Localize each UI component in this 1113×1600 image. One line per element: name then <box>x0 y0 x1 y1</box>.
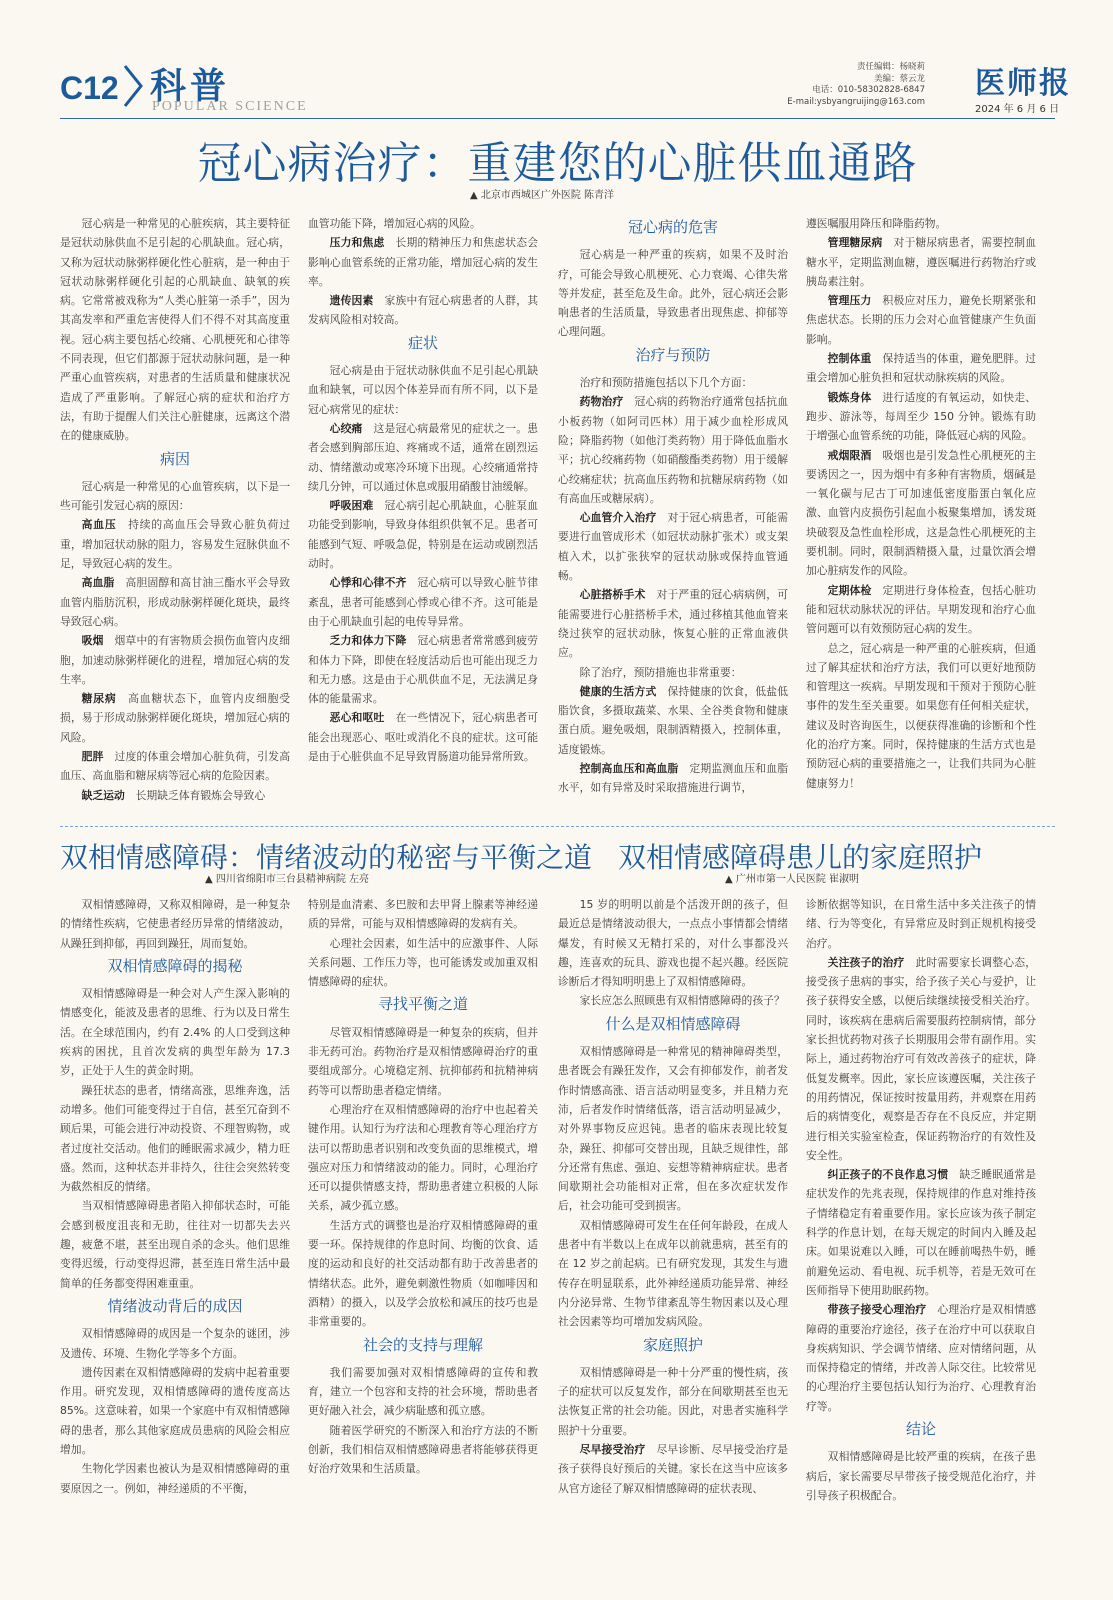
paragraph: 缺乏运动 长期缺乏体育锻炼会导致心 <box>81 788 266 802</box>
paragraph: 高血脂 高胆固醇和高甘油三酯水平会导致血管内脂肪沉积，形成动脉粥样硬化斑块，最终导致冠心病。 <box>60 576 291 628</box>
paragraph: 除了治疗，预防措施也非常重要： <box>579 665 742 679</box>
term: 戒烟限酒 <box>827 448 872 462</box>
paragraph: 纠正孩子的不良作息习惯 缺乏睡眠通常是症状发作的先兆表现，保持规律的作息对维持孩子情绪稳定有着重要作用。家长应该为孩子制定科学的作息计划，在每天规定的时间内入睡及起床。如果说难以入睡，可以在睡前喝热牛奶，睡前避免运动、看电视、玩手机等，若是无效可在医师指导下使用助眠药物。 <box>806 1168 1037 1297</box>
paragraph: 肥胖 过度的体重会增加心脏负荷，引发高血压、高血脂和糖尿病等冠心病的危险因素。 <box>60 750 291 783</box>
section-divider <box>60 826 1055 827</box>
term: 缺乏运动 <box>81 788 125 802</box>
paragraph: 血管功能下降，增加冠心病的风险。 <box>308 217 481 230</box>
paragraph: 心理治疗在双相情感障碍的治疗中也起着关键作用。认知行为疗法和心理教育等心理治疗方法可以帮助患者识别和改变负面的思维模式，增强应对压力和情绪波动的能力。同时，心理治疗还可以提供情感支持，帮助患者建立积极的人际关系，减少孤立感。 <box>308 1102 538 1213</box>
subheading: 双相情感障碍的揭秘 <box>107 956 243 975</box>
design-line: 美编：蔡云龙 <box>873 73 925 84</box>
subheading-cause: 病因 <box>159 449 190 468</box>
paragraph: 控制高血压和高血脂 定期监测血压和血脂水平，如有异常及时采取措施进行调节， <box>558 762 789 795</box>
paragraph: 吸烟 烟草中的有害物质会损伤血管内皮细胞，加速动脉粥样硬化的进程，增加冠心病的发生率。 <box>60 634 291 686</box>
paragraph: 当双相情感障碍患者陷入抑郁状态时，可能会感到极度沮丧和无助，往往对一切都失去兴趣，疲惫不堪，甚至出现自杀的念头。他们思维变得迟缓，行动变得迟滞，甚至连日常生活中最简单的任务都变得困难重重。 <box>60 1199 290 1290</box>
term: 恶心和呕吐 <box>329 711 385 725</box>
term: 纠正孩子的不良作息习惯 <box>827 1168 949 1182</box>
paragraph: 双相情感障碍，又称双相障碍，是一种复杂的情绪性疾病，它使患者经历异常的情绪波动，从躁狂到抑郁，再回到躁狂，周而复始。 <box>60 898 290 950</box>
paragraph: 关注孩子的治疗 此时需要家长调整心态，接受孩子患病的事实，给予孩子关心与爱护，让孩子获得安全感，以便后续继续接受相关治疗。同时，该疾病在患病后需要服药控制病情，部分家长担忧药物对孩子长期服用会带有副作用。实际上，通过药物治疗可有效改善孩子的症状，降低复发概率。因此，家长应该遵医嘱，关注孩子的用药情况，保证按时按量用药，并观察在用药后的病情变化，观察是否存在不良反应，并定期进行相关实验室检查，保证药物治疗的有效性及安全性。 <box>806 955 1037 1162</box>
paragraph: 随着医学研究的不断深入和治疗方法的不断创新，我们相信双相情感障碍患者将能够获得更好治疗效果和生活质量。 <box>308 1423 538 1476</box>
term: 带孩子接受心理治疗 <box>827 1303 927 1317</box>
subheading-treatment: 治疗与预防 <box>635 345 711 364</box>
chevron-right-icon <box>122 64 144 108</box>
term: 乏力和体力下降 <box>329 634 407 648</box>
paragraph: 心绞痛 这是冠心病最常见的症状之一。患者会感到胸部压迫、疼痛或不适，通常在剧烈运动、情绪激动或寒冷环境下出现。心绞痛通常持续几分钟，可以通过休息或服用硝酸甘油缓解。 <box>308 421 539 493</box>
term: 药物治疗 <box>579 395 624 409</box>
paragraph: 双相情感障碍是一种会对人产生深入影响的情感变化，能波及患者的思维、行为以及日常生活。在全球范围内，约有 2.4% 的人口受到这种疾病的困扰，且首次发病的典型年龄为 17.3 岁，正处于人生的黄金时期。 <box>60 987 290 1078</box>
paragraph: 控制体重 保持适当的体重，避免肥胖。过重会增加心脏负担和冠状动脉疾病的风险。 <box>806 352 1037 385</box>
paragraph: 双相情感障碍是一种常见的精神障碍类型，患者既会有躁狂发作，又会有抑郁发作，前者发作时情感高涨、语言活动明显变多，并且精力充沛，后者发作时情绪低落，语言活动明显减少，对外界事物反应迟钝。患者的临床表现比较复杂，躁狂、抑郁可交替出现，且缺乏规律性，部分还常有焦虑、强迫、妄想等精神病症状。患者间歇期社会功能相对正常，但在多次症状发作后，社会功能可受到损害。 <box>558 1045 788 1213</box>
paragraph: 戒烟限酒 吸烟也是引发急性心肌梗死的主要诱因之一，因为烟中有多种有害物质，烟碱是一氧化碳与尼古丁可加速低密度脂蛋白氧化应激、血管内皮损伤引起血小板聚集增加，诱发斑块破裂及急性血栓形成，这是急性心肌梗死的主要机制。同时，限制酒精摄入量，过量饮酒会增加心脏病发作的风险。 <box>806 448 1037 578</box>
page-number: C12 <box>60 70 119 106</box>
term: 控制高血压和高血脂 <box>579 762 679 776</box>
paragraph: 心血管介入治疗 对于冠心病患者，可能需要进行血管成形术（如冠状动脉扩张术）或支架植入术，以扩张狭窄的冠状动脉或保持血管通畅。 <box>558 511 789 583</box>
paragraph: 管理压力 积极应对压力，避免长期紧张和焦虑状态。长期的压力会对心血管健康产生负面影响。 <box>806 294 1037 346</box>
paragraph: 15 岁的明明以前是个活泼开朗的孩子，但最近总是情绪波动很大，一点点小事情都会情绪爆发，有时候又无精打采的，对什么事都没兴趣，连喜欢的玩具、游戏也提不起兴趣。经医院诊断后才得知明明患上了双相情感障碍。 <box>558 898 788 989</box>
term: 高血压 <box>81 518 117 532</box>
term: 管理糖尿病 <box>827 236 883 250</box>
paragraph: 治疗和预防措施包括以下几个方面： <box>579 376 753 390</box>
paragraph: 双相情感障碍是一种十分严重的慢性病，孩子的症状可以反复发作，部分在间歇期甚至也无法恢复正常的社会功能。因此，对患者实施科学照护十分重要。 <box>558 1365 788 1437</box>
paragraph: 生活方式的调整也是治疗双相情感障碍的重要一环。保持规律的作息时间、均衡的饮食、适度的运动和良好的社交活动都有助于改善患者的情绪状态。此外，避免刺激性物质（如咖啡因和酒精）的摄入，以及学会放松和减压的技巧也是非常重要的。 <box>308 1218 538 1329</box>
paragraph: 冠心病是由于冠状动脉供血不足引起心肌缺血和缺氧，可以因个体差异而有所不同，以下是冠心病常见的症状： <box>308 364 538 416</box>
paragraph: 遗传因素在双相情感障碍的发病中起着重要作用。研究发现，双相情感障碍的遗传度高达 85%。这意味着，如果一个家庭中有双相情感障碍的患者，那么其他家庭成员患病的风险会相应增加。 <box>60 1365 290 1457</box>
paragraph: 心理社会因素，如生活中的应激事件、人际关系问题、工作压力等，也可能诱发或加重双相情感障碍的症状。 <box>308 936 538 989</box>
phone-line: 电话：010-58302828-6847 <box>812 85 925 95</box>
term: 心绞痛 <box>329 421 363 435</box>
paragraph: 冠心病是一种常见的心血管疾病，以下是一些可能引发冠心病的原因： <box>60 479 290 513</box>
term: 关注孩子的治疗 <box>827 955 905 969</box>
section-title: 科普 <box>150 66 231 107</box>
paragraph: 我们需要加强对双相情感障碍的宣传和教育，建立一个包容和支持的社会环境，帮助患者更好融入社会，减少病耻感和孤立感。 <box>308 1365 538 1418</box>
term: 健康的生活方式 <box>579 684 657 698</box>
subheading-symptom: 症状 <box>407 333 438 352</box>
term: 锻炼身体 <box>827 390 872 404</box>
subheading: 社会的支持与理解 <box>362 1335 483 1354</box>
paragraph: 高血压 持续的高血压会导致心脏负荷过重，增加冠状动脉的阻力，容易发生冠脉供血不足，导致冠心病的发生。 <box>60 518 291 571</box>
article1-column-4 <box>806 214 1036 793</box>
paragraph: 心脏搭桥手术 对于严重的冠心病病例，可能需要进行心脏搭桥手术，通过移植其他血管来绕过狭窄的冠状动脉，恢复心脏的正常血液供应。 <box>558 588 789 660</box>
paragraph: 压力和焦虑 长期的精神压力和焦虑状态会影响心血管系统的正常功能，增加冠心病的发生率。 <box>308 236 539 288</box>
paragraph: 双相情感障碍是比较严重的疾病，在孩子患病后，家长需要尽早带孩子接受规范化治疗，并引导孩子积极配合。 <box>806 1450 1036 1502</box>
term: 高血脂 <box>81 576 115 590</box>
term: 遗传因素 <box>329 294 374 308</box>
paragraph: 诊断依据等知识，在日常生活中多关注孩子的情绪、行为等变化，有异常应及时到正规机构接受治疗。 <box>806 898 1036 950</box>
article3-byline: ▲ 广州市第一人民医院 崔淑明 <box>725 874 860 885</box>
issue-date: 2024 年 6 月 6 日 <box>975 104 1060 115</box>
article2-byline: ▲ 四川省绵阳市三台县精神病院 左亮 <box>205 874 370 885</box>
article1-byline: ▲ 北京市西城区广外医院 陈青洋 <box>470 190 615 201</box>
term: 控制体重 <box>827 352 872 366</box>
term: 心血管介入治疗 <box>579 511 657 525</box>
paragraph: 遗传因素 家族中有冠心病患者的人群，其发病风险相对较高。 <box>308 294 539 327</box>
article2-title: 双相情感障碍：情绪波动的秘密与平衡之道 <box>60 841 593 874</box>
paragraph: 躁狂状态的患者，情绪高涨，思维奔逸，活动增多。他们可能变得过于自信，甚至冗奋到不顾后果，可能会进行冲动投资、不理智购物，或者过度社交活动。他们的睡眠需求减少，精力旺盛。然而，这种状态并非持久，往往会突然转变为截然相反的情绪。 <box>60 1083 290 1194</box>
article2-column-2 <box>308 895 538 1479</box>
email-line: E-mail:ysbyangruijing@163.com <box>787 96 925 107</box>
term: 管理压力 <box>827 294 872 308</box>
article3-column-2 <box>806 895 1036 1505</box>
paragraph: 管理糖尿病 对于糖尿病患者，需要控制血糖水平，定期监测血糖，遵医嘱进行药物治疗或胰岛素注射。 <box>806 236 1037 288</box>
term: 糖尿病 <box>81 692 117 706</box>
paragraph: 糖尿病 高血糖状态下，血管内皮细胞受损，易于形成动脉粥样硬化斑块，增加冠心病的风险。 <box>60 692 291 744</box>
paragraph: 乏力和体力下降 冠心病患者常常感到疲劳和体力下降，即使在轻度活动后也可能出现乏力和无力感。这是由于心肌供血不足，无法满足身体的能量需求。 <box>308 634 539 706</box>
subheading: 什么是双相情感障碍 <box>605 1014 741 1033</box>
paragraph: 定期体检 定期进行身体检查，包括心脏功能和冠状动脉状况的评估。早期发现和治疗心血管问题可以有效预防冠心病的发生。 <box>806 583 1037 636</box>
article1-column-3 <box>558 214 788 798</box>
article1-title: 冠心病治疗：重建您的心脏供血通路 <box>197 138 918 189</box>
article3-column-1 <box>558 895 788 1498</box>
term: 肥胖 <box>81 750 104 764</box>
page-header <box>0 0 1113 118</box>
subheading: 寻找平衡之道 <box>377 995 468 1014</box>
paragraph: 双相情感障碍可发生在任何年龄段，在成人患者中有半数以上在成年以前就患病，甚至有的在 12 岁之前起病。已有研究发现，其发生与遗传存在明显联系，此外神经递质功能异常、神经内分泌异常、生物节律紊乱等生物因素以及心理社会因素等均可增加发病风险。 <box>558 1218 788 1329</box>
paragraph: 冠心病是一种严重的疾病，如果不及时治疗，可能会导致心肌梗死、心力衰竭、心律失常等并发症，甚至危及生命。此外，冠心病还会影响患者的生活质量，导致患者出现焦虑、抑郁等心理问题。 <box>558 248 788 339</box>
paragraph: 总之，冠心病是一种严重的心脏疾病，但通过了解其症状和治疗方法，我们可以更好地预防和管理这一疾病。早期发现和干预对于预防心脏事件的发生至关重要。如果您有任何相关症状，建议及时咨询医生，以便获得准确的诊断和个性化的治疗方案。同时，保持健康的生活方式也是预防冠心病的重要措施之一，让我们共同为心脏健康努力！ <box>806 641 1036 790</box>
article2-column-1 <box>60 895 290 1498</box>
section-subtitle: POPULAR SCIENCE <box>152 99 308 114</box>
term: 尽早接受治疗 <box>579 1443 646 1457</box>
term: 压力和焦虑 <box>329 236 385 250</box>
term: 呼吸困难 <box>329 499 374 513</box>
subheading-harm: 冠心病的危害 <box>627 218 718 236</box>
header-divider <box>60 118 1055 119</box>
article1-column-2 <box>308 214 538 766</box>
subheading: 结论 <box>905 1420 936 1439</box>
article1-column-1 <box>60 214 290 805</box>
subheading: 家庭照护 <box>642 1335 703 1354</box>
paragraph: 遵医嘱服用降压和降脂药物。 <box>806 217 947 230</box>
term: 定期体检 <box>827 583 872 597</box>
paragraph: 冠心病是一种常见的心脏疾病，其主要特征是冠状动脉供血不足引起的心肌缺血。冠心病，又称为冠状动脉粥样硬化性心脏病，是一种由于冠状动脉粥样硬化引起的心肌缺血、缺氧的疾病。它常常被戏称为“人类心脏第一杀手”，因为其高发率和严重危害使得人们不得不对其高度重视。冠心病主要包括心绞痛、心肌梗死和心律等不同表现，但它们都源于冠状动脉问题，是一种严重心血管疾病，对患者的生活质量和健康状况造成了严重影响。了解冠心病的症状和治疗方法，有助于提醒人们关注心脏健康，远离这个潜在的健康威胁。 <box>60 217 290 443</box>
paragraph: 心悸和心律不齐 冠心病可以导致心脏节律紊乱，患者可能感到心悸或心律不齐。这可能是由于心肌缺血引起的电传导异常。 <box>308 576 539 628</box>
paragraph: 锻炼身体 进行适度的有氧运动，如快走、跑步、游泳等，每周至少 150 分钟。锻炼有助于增强心血管系统的功能，降低冠心病的风险。 <box>806 390 1037 443</box>
newspaper-logo: 医师报 <box>975 66 1071 101</box>
paragraph: 呼吸困难 冠心病引起心肌缺血，心脏泵血功能受到影响，导致身体组织供氧不足。患者可能感到气短、呼吸急促，特别是在运动或剧烈活动时。 <box>308 499 539 571</box>
article3-title: 双相情感障碍患儿的家庭照护 <box>617 841 982 874</box>
term: 心脏搭桥手术 <box>579 588 646 602</box>
paragraph: 药物治疗 冠心病的药物治疗通常包括抗血小板药物（如阿司匹林）用于减少血栓形成风险；降脂药物（如他汀类药物）用于降低血脂水平；抗心绞痛药物（如硝酸酯类药物）用于缓解心绞痛症状；抗高血压药物和抗糖尿病药物（如有高血压或糖尿病）。 <box>558 395 789 505</box>
paragraph: 恶心和呕吐 在一些情况下，冠心病患者可能会出现恶心、呕吐或消化不良的症状。这可能是由于心脏供血不足导致胃肠道功能异常所致。 <box>308 711 539 764</box>
paragraph: 特别是血清素、多巴胺和去甲肾上腺素等神经递质的异常，可能与双相情感障碍的发病有关。 <box>308 898 538 931</box>
term: 吸烟 <box>81 634 104 648</box>
paragraph: 生物化学因素也被认为是双相情感障碍的重要原因之一。例如，神经递质的不平衡， <box>60 1462 290 1495</box>
term: 心悸和心律不齐 <box>329 576 407 590</box>
paragraph: 双相情感障碍的成因是一个复杂的谜团，涉及遗传、环境、生物化学等多个方面。 <box>60 1327 290 1360</box>
paragraph: 家长应怎么照顾患有双相情感障碍的孩子？ <box>579 994 785 1008</box>
paragraph: 尽早接受治疗 尽早诊断、尽早接受治疗是孩子获得良好预后的关键。家长在这当中应该多从官方途径了解双相情感障碍的症状表现、 <box>558 1443 789 1495</box>
editor-line: 责任编辑：杨晓莉 <box>856 62 925 72</box>
subheading: 情绪波动背后的成因 <box>107 1296 243 1315</box>
paragraph: 尽管双相情感障碍是一种复杂的疾病，但并非无药可治。药物治疗是双相情感障碍治疗的重要组成部分。心境稳定剂、抗抑郁药和抗精神病药等可以帮助患者稳定情绪。 <box>308 1025 538 1097</box>
paragraph: 带孩子接受心理治疗 心理治疗是双相情感障碍的重要治疗途径，孩子在治疗中可以获取自身疾病知识、学会调节情绪、应对情绪问题，从而保持稳定的情绪，并改善人际交往。比较常见的心理治疗主要包括认知行为治疗、心理教育治疗等。 <box>806 1303 1037 1413</box>
paragraph: 健康的生活方式 保持健康的饮食，低盐低脂饮食，多摄取蔬菜、水果、全谷类食物和健康蛋白质。避免吸烟，限制酒精摄入，控制体重，适度锻炼。 <box>558 684 789 756</box>
editorial-info <box>787 62 925 108</box>
